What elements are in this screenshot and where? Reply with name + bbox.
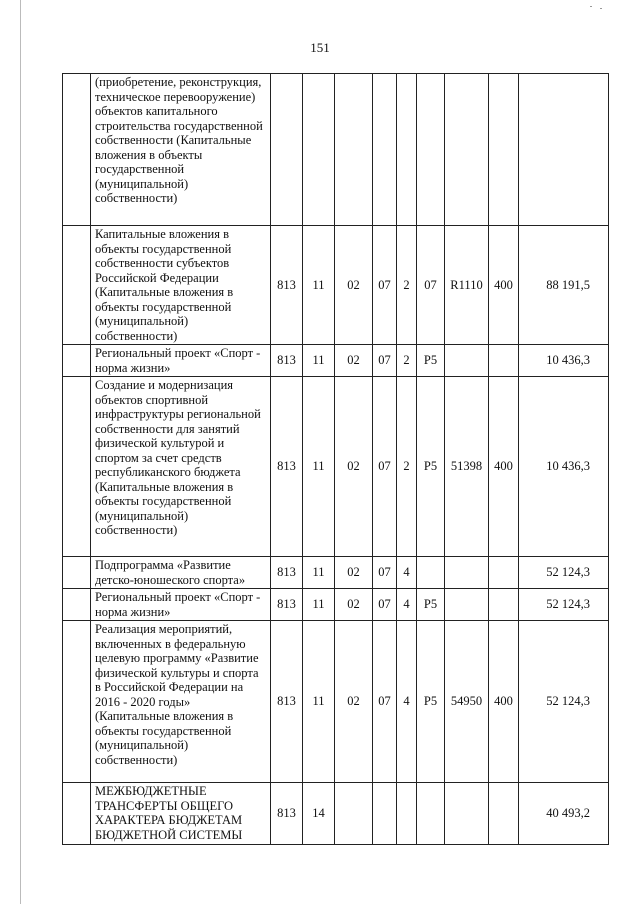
expense-code-cell bbox=[445, 74, 489, 226]
row-number-cell bbox=[63, 589, 91, 621]
expense-type-code-cell: 400 bbox=[489, 377, 519, 557]
program-code-cell bbox=[373, 74, 397, 226]
row-number-cell bbox=[63, 377, 91, 557]
subsection-code-cell: 02 bbox=[335, 557, 373, 589]
program-code-cell: 07 bbox=[373, 377, 397, 557]
row-number-cell bbox=[63, 557, 91, 589]
scan-margin-line bbox=[20, 0, 21, 904]
subprogram-code-cell bbox=[397, 74, 417, 226]
expense-code-cell bbox=[445, 783, 489, 845]
description-cell: Подпрограмма «Развитие детско-юношеского спорта» bbox=[91, 557, 271, 589]
amount-cell: 10 436,3 bbox=[519, 377, 609, 557]
expense-type-code-cell: 400 bbox=[489, 621, 519, 783]
amount-cell: 52 124,3 bbox=[519, 589, 609, 621]
page-number: 151 bbox=[310, 40, 330, 55]
table-row bbox=[63, 589, 609, 621]
direction-code-cell bbox=[417, 783, 445, 845]
program-code-cell: 07 bbox=[373, 345, 397, 377]
expense-type-code-cell bbox=[489, 345, 519, 377]
description-cell: МЕЖБЮДЖЕТНЫЕ ТРАНСФЕРТЫ ОБЩЕГО ХАРАКТЕРА БЮДЖЕТАМ БЮДЖЕТНОЙ СИСТЕМЫ bbox=[91, 783, 271, 845]
expense-code-cell: 51398 bbox=[445, 377, 489, 557]
subsection-code-cell: 02 bbox=[335, 589, 373, 621]
table-row bbox=[63, 377, 609, 557]
ministry-code-cell: 813 bbox=[271, 557, 303, 589]
row-number-cell bbox=[63, 226, 91, 345]
amount-cell: 40 493,2 bbox=[519, 783, 609, 845]
ministry-code-cell bbox=[271, 74, 303, 226]
program-code-cell: 07 bbox=[373, 226, 397, 345]
description-cell: Региональный проект «Спорт - норма жизни» bbox=[91, 589, 271, 621]
row-number-cell bbox=[63, 74, 91, 226]
budget-table-body bbox=[63, 74, 609, 845]
section-code-cell: 11 bbox=[303, 345, 335, 377]
subprogram-code-cell: 4 bbox=[397, 589, 417, 621]
program-code-cell: 07 bbox=[373, 621, 397, 783]
amount-cell bbox=[519, 74, 609, 226]
expense-type-code-cell bbox=[489, 74, 519, 226]
expense-code-cell: 54950 bbox=[445, 621, 489, 783]
direction-code-cell: P5 bbox=[417, 345, 445, 377]
subsection-code-cell: 02 bbox=[335, 345, 373, 377]
ministry-code-cell: 813 bbox=[271, 377, 303, 557]
expense-code-cell bbox=[445, 557, 489, 589]
subsection-code-cell: 02 bbox=[335, 226, 373, 345]
amount-cell: 52 124,3 bbox=[519, 557, 609, 589]
description-cell: Капитальные вложения в объекты государственной собственности субъектов Российской Федерации (Капитальные вложения в объекты государственной (муниципальной) собственности) bbox=[91, 226, 271, 345]
table-row bbox=[63, 226, 609, 345]
section-code-cell: 11 bbox=[303, 589, 335, 621]
table-row bbox=[63, 783, 609, 845]
ministry-code-cell: 813 bbox=[271, 345, 303, 377]
subsection-code-cell bbox=[335, 783, 373, 845]
ministry-code-cell: 813 bbox=[271, 783, 303, 845]
direction-code-cell: P5 bbox=[417, 377, 445, 557]
subsection-code-cell: 02 bbox=[335, 377, 373, 557]
ministry-code-cell: 813 bbox=[271, 589, 303, 621]
subsection-code-cell: 02 bbox=[335, 621, 373, 783]
program-code-cell: 07 bbox=[373, 589, 397, 621]
direction-code-cell: P5 bbox=[417, 621, 445, 783]
description-cell: Региональный проект «Спорт - норма жизни» bbox=[91, 345, 271, 377]
table-row bbox=[63, 557, 609, 589]
direction-code-cell: P5 bbox=[417, 589, 445, 621]
direction-code-cell: 07 bbox=[417, 226, 445, 345]
subprogram-code-cell: 2 bbox=[397, 345, 417, 377]
expense-code-cell bbox=[445, 345, 489, 377]
table-row bbox=[63, 621, 609, 783]
section-code-cell: 11 bbox=[303, 557, 335, 589]
scan-speck bbox=[590, 6, 592, 7]
row-number-cell bbox=[63, 621, 91, 783]
direction-code-cell bbox=[417, 557, 445, 589]
expense-code-cell: R1110 bbox=[445, 226, 489, 345]
expense-type-code-cell bbox=[489, 783, 519, 845]
subprogram-code-cell bbox=[397, 783, 417, 845]
direction-code-cell bbox=[417, 74, 445, 226]
section-code-cell bbox=[303, 74, 335, 226]
ministry-code-cell: 813 bbox=[271, 226, 303, 345]
subprogram-code-cell: 2 bbox=[397, 377, 417, 557]
amount-cell: 52 124,3 bbox=[519, 621, 609, 783]
program-code-cell: 07 bbox=[373, 557, 397, 589]
table-row bbox=[63, 74, 609, 226]
section-code-cell: 14 bbox=[303, 783, 335, 845]
expense-type-code-cell bbox=[489, 557, 519, 589]
description-cell: Реализация мероприятий, включенных в федеральную целевую программу «Развитие физической культуры и спорта в Российской Федерации на 2016 - 2020 годы» (Капитальные вложения в объекты государственной (муниципальной) собственности) bbox=[91, 621, 271, 783]
section-code-cell: 11 bbox=[303, 377, 335, 557]
ministry-code-cell: 813 bbox=[271, 621, 303, 783]
budget-table bbox=[62, 73, 609, 845]
amount-cell: 10 436,3 bbox=[519, 345, 609, 377]
subprogram-code-cell: 4 bbox=[397, 557, 417, 589]
scan-speck bbox=[600, 8, 602, 9]
expense-type-code-cell: 400 bbox=[489, 226, 519, 345]
description-cell: Создание и модернизация объектов спортивной инфраструктуры региональной собственности для занятий физической культурой и спортом за счет средств республиканского бюджета (Капитальные вложения в объекты государственной (муниципальной) собственности) bbox=[91, 377, 271, 557]
description-cell: (приобретение, реконструкция, техническое перевооружение) объектов капитального строительства государственной собственности (Капитальные вложения в объекты государственной (муниципальной) собственности) bbox=[91, 74, 271, 226]
program-code-cell bbox=[373, 783, 397, 845]
section-code-cell: 11 bbox=[303, 621, 335, 783]
table-row bbox=[63, 345, 609, 377]
subprogram-code-cell: 2 bbox=[397, 226, 417, 345]
row-number-cell bbox=[63, 345, 91, 377]
subsection-code-cell bbox=[335, 74, 373, 226]
section-code-cell: 11 bbox=[303, 226, 335, 345]
subprogram-code-cell: 4 bbox=[397, 621, 417, 783]
row-number-cell bbox=[63, 783, 91, 845]
expense-code-cell bbox=[445, 589, 489, 621]
expense-type-code-cell bbox=[489, 589, 519, 621]
amount-cell: 88 191,5 bbox=[519, 226, 609, 345]
